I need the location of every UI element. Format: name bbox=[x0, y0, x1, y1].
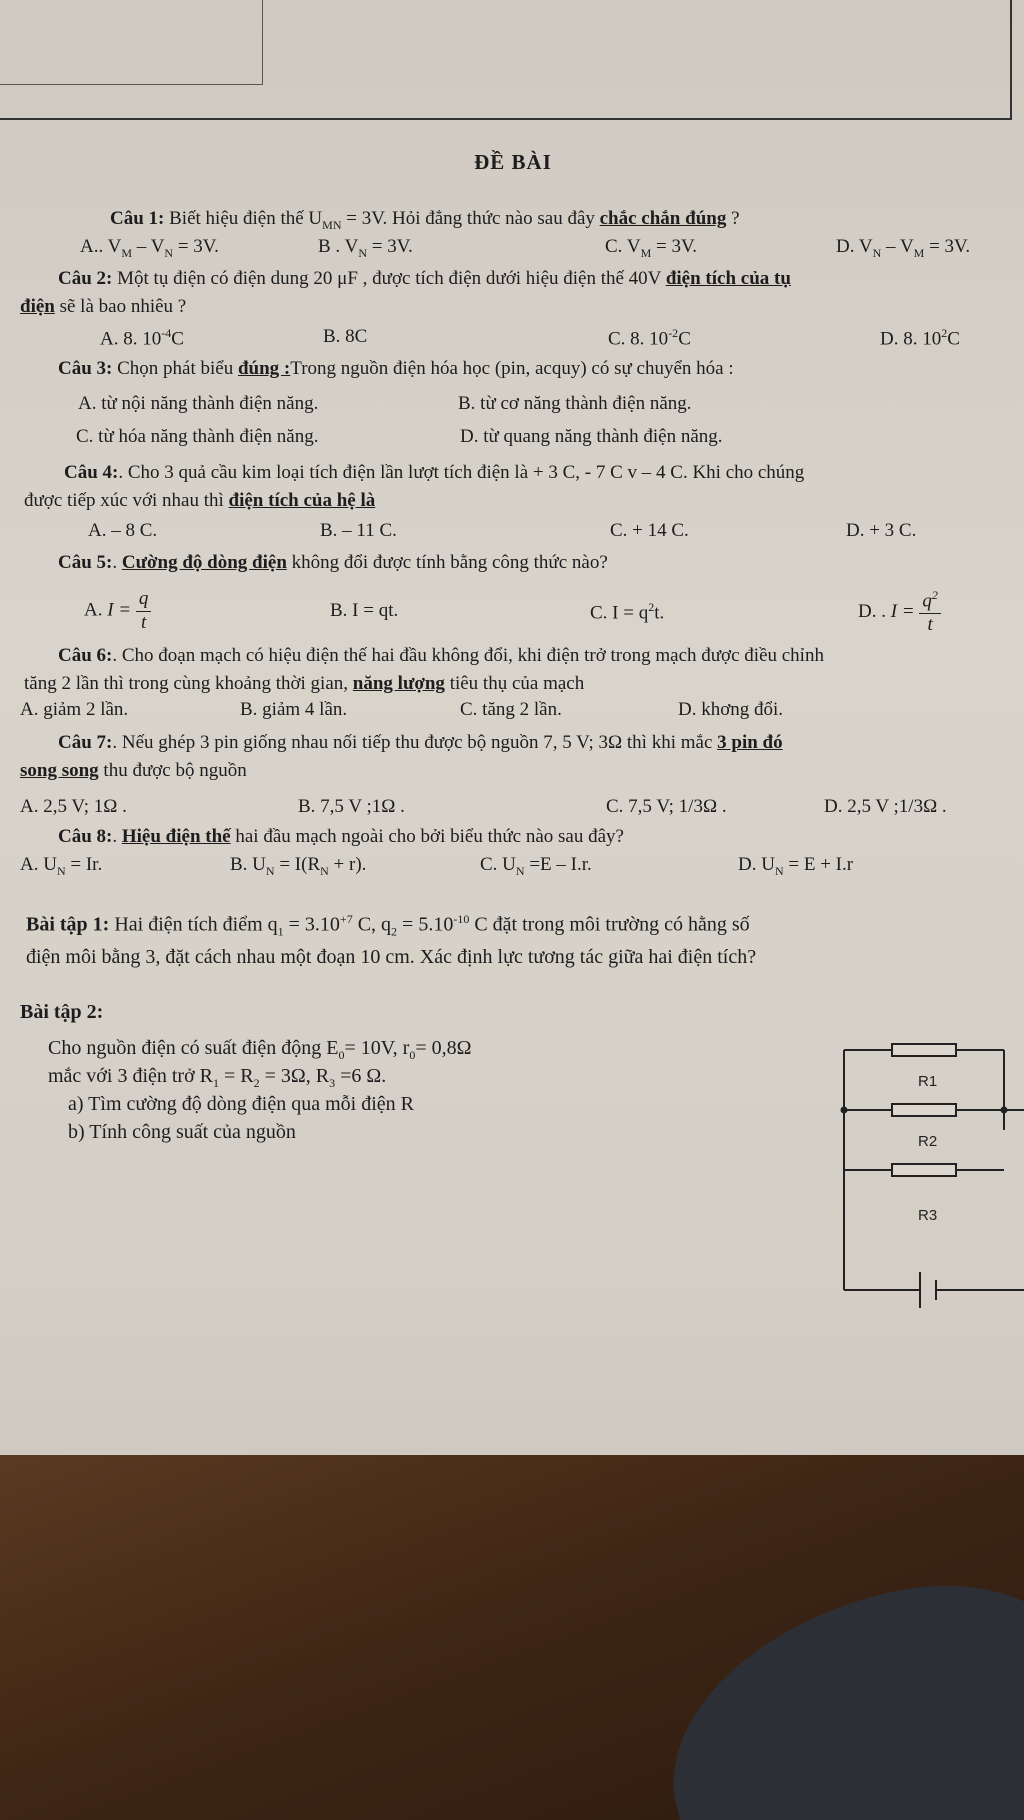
q2-option-b: B. 8C bbox=[323, 326, 368, 347]
q7-option-c: C. 7,5 V; 1/3Ω . bbox=[606, 796, 727, 817]
junction-right bbox=[1001, 1107, 1008, 1114]
q2-stem-line2: điện sẽ là bao nhiêu ? bbox=[20, 296, 187, 317]
q5-option-c: C. $I = q^2t$. bbox=[590, 600, 665, 624]
r1-label: R1 bbox=[918, 1073, 938, 1090]
q8-option-d: D. $U_N = E + I.r$ bbox=[738, 854, 854, 878]
q7-option-b: B. 7,5 V ;1Ω . bbox=[298, 796, 405, 817]
q3-option-c: C. từ hóa năng thành điện năng. bbox=[76, 426, 319, 447]
q7-option-d: D. 2,5 V ;1/3Ω . bbox=[824, 796, 947, 817]
desk-background bbox=[0, 1455, 1024, 1820]
q2-option-a: A. 8. $10^{-4}C$ bbox=[100, 326, 184, 350]
q1-option-a: A.. $V_M - V_N = 3V$. bbox=[80, 236, 219, 260]
q4-stem-line2: được tiếp xúc với nhau thì điện tích của hệ là bbox=[24, 490, 376, 511]
q5-stem: Câu 5:. Cường độ dòng điện không đổi được tính bằng công thức nào? bbox=[58, 552, 608, 573]
q6-option-b: B. giảm 4 lần. bbox=[240, 699, 348, 720]
page-title: ĐỀ BÀI bbox=[474, 150, 552, 174]
q1-option-b: B . $V_N = 3V$. bbox=[318, 236, 413, 260]
exercise-1-line2: điện môi bằng 3, đặt cách nhau một đoạn 10 cm. Xác định lực tương tác giữa hai điện tích? bbox=[26, 946, 757, 968]
q6-option-d: D. khơng đổi. bbox=[678, 699, 784, 720]
q7-stem-line2: song song thu được bộ nguồn bbox=[20, 760, 247, 781]
top-inner-frame bbox=[0, 0, 263, 85]
exercise-2-line2: mắc với 3 điện trở $R_1 = R_2 = 3\Omega$, $R_3 =6$ Ω. bbox=[48, 1065, 387, 1090]
q2-stem: Câu 2: Một tụ điện có điện dung 20 μF , được tích điện dưới hiệu điện thế 40V điện tích của tụ bbox=[58, 268, 791, 289]
top-frame bbox=[0, 0, 1012, 120]
r3-label: R3 bbox=[918, 1207, 938, 1224]
exercise-2-line1: Cho nguồn điện có suất điện động $E_0= 10V$, $r_0= 0,8\Omega$ bbox=[48, 1037, 472, 1062]
q5-option-a: A. I = $\frac{q}{t}$ bbox=[84, 588, 151, 635]
q4-stem: Câu 4:. Cho 3 quả cầu kim loại tích điện lần lượt tích điện là + 3 C, - 7 C v – 4 C. Khi cho chúng bbox=[64, 462, 805, 483]
resistor-r3 bbox=[892, 1164, 956, 1176]
formula-fraction: $\frac{q^2}{t}$ bbox=[919, 588, 941, 637]
q8-stem: Câu 8:. Hiệu điện thế hai đầu mạch ngoài cho bởi biểu thức nào sau đây? bbox=[58, 826, 624, 847]
q5-option-b: B. I = qt. bbox=[330, 600, 399, 621]
q4-option-b: B. – 11 C. bbox=[320, 520, 397, 541]
exercise-1: Bài tập 1: Hai điện tích điểm $q_1 = 3.10^{+7}$ C, $q_2 = 5.10^{-10}$ C đặt trong môi trường có hằng số bbox=[26, 912, 750, 939]
q3-option-d: D. từ quang năng thành điện năng. bbox=[460, 426, 723, 447]
circuit-diagram bbox=[830, 1020, 1024, 1340]
q4-option-d: D. + 3 C. bbox=[846, 520, 917, 541]
q8-option-a: A. $U_N = Ir$. bbox=[20, 854, 103, 878]
resistor-r2 bbox=[892, 1104, 956, 1116]
formula-fraction: $\frac{q}{t}$ bbox=[136, 588, 152, 635]
q7-stem: Câu 7:. Nếu ghép 3 pin giống nhau nối tiếp thu được bộ nguồn 7, 5 V; 3Ω thì khi mắc 3 pin đó bbox=[58, 732, 783, 753]
q1-stem: Câu 1: Biết hiệu điện thế $U_{MN} = 3V$. Hỏi đẳng thức nào sau đây chắc chắn đúng ? bbox=[110, 208, 740, 232]
exercise-2-part-b: b) Tính công suất của nguồn bbox=[68, 1121, 296, 1143]
q6-stem: Câu 6:. Cho đoạn mạch có hiệu điện thế hai đầu không đổi, khi điện trở trong mạch được điều chỉnh bbox=[58, 645, 824, 666]
q3-stem: Câu 3: Chọn phát biểu đúng :Trong nguồn điện hóa học (pin, acquy) có sự chuyển hóa : bbox=[58, 358, 734, 379]
junction-left bbox=[841, 1107, 848, 1114]
q4-option-a: A. – 8 C. bbox=[88, 520, 158, 541]
cloth bbox=[639, 1553, 1024, 1820]
resistor-r1 bbox=[892, 1044, 956, 1056]
q4-option-c: C. + 14 C. bbox=[610, 520, 689, 541]
q2-option-c: C. 8. $10^{-2}C$ bbox=[608, 326, 691, 350]
q8-option-b: B. $U_N = I(R_N + r)$. bbox=[230, 854, 367, 878]
exercise-2-label: Bài tập 2: bbox=[20, 1001, 104, 1023]
exercise-2-part-a: a) Tìm cường độ dòng điện qua mỗi điện R bbox=[68, 1093, 414, 1115]
q6-stem-line2: tăng 2 lần thì trong cùng khoảng thời gian, năng lượng tiêu thụ của mạch bbox=[24, 673, 585, 694]
q6-option-a: A. giảm 2 lần. bbox=[20, 699, 129, 720]
q5-option-d: D. . I = $\frac{q^2}{t}$ bbox=[858, 588, 941, 637]
q8-option-c: C. $U_N =E - I.r$. bbox=[480, 854, 592, 878]
q6-option-c: C. tăng 2 lần. bbox=[460, 699, 562, 720]
q3-option-b: B. từ cơ năng thành điện năng. bbox=[458, 393, 692, 414]
q1-option-d: D. $V_N - V_M = 3V$. bbox=[836, 236, 971, 260]
q7-option-a: A. 2,5 V; 1Ω . bbox=[20, 796, 127, 817]
q2-option-d: D. 8. $10^2C$ bbox=[880, 326, 960, 350]
r2-label: R2 bbox=[918, 1133, 938, 1150]
q1-option-c: C. $V_M = 3V$. bbox=[605, 236, 697, 260]
q3-option-a: A. từ nội năng thành điện năng. bbox=[78, 393, 319, 414]
